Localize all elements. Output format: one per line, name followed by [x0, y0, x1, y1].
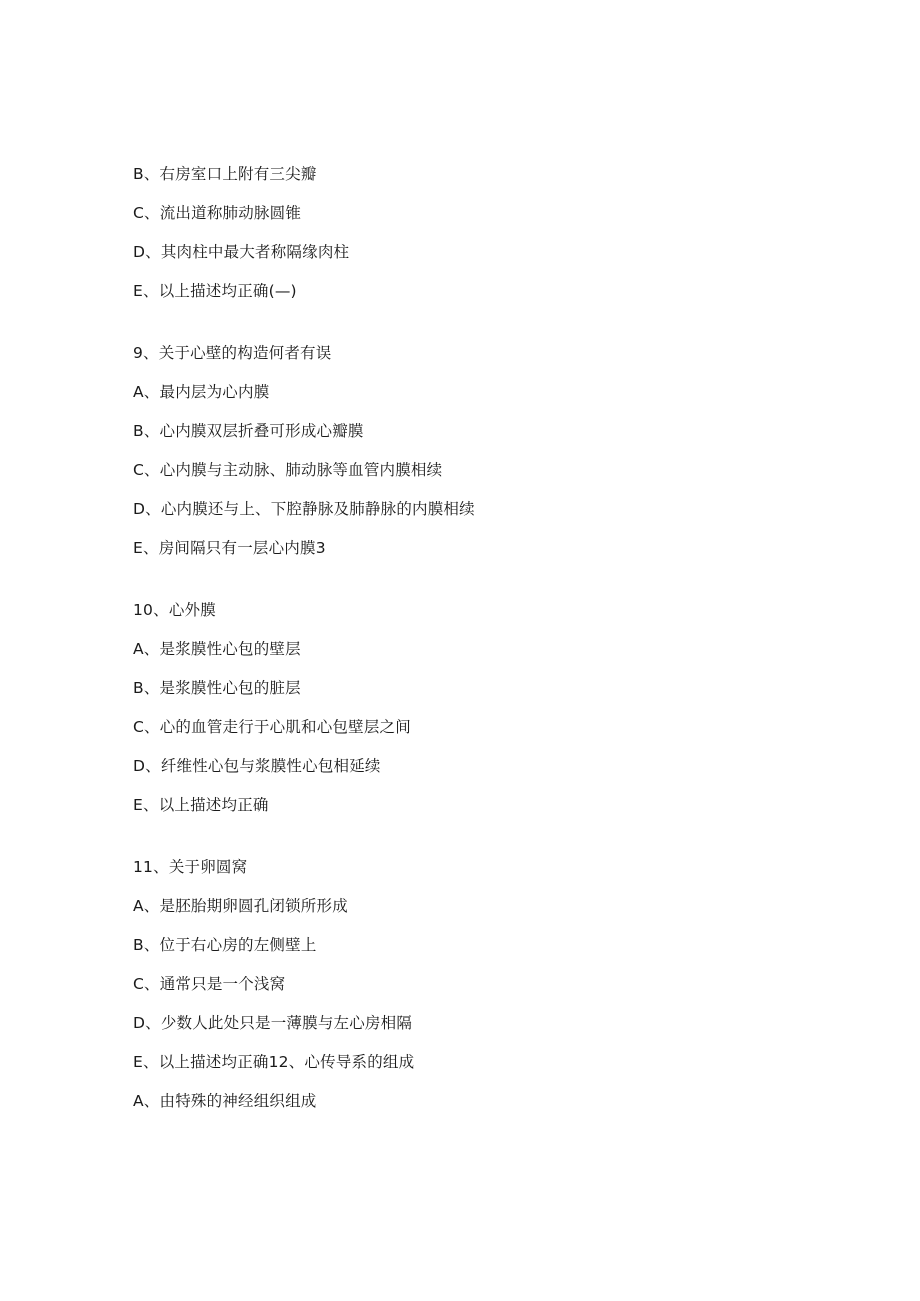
- option-e-q10: E、以上描述均正确: [133, 796, 269, 814]
- option-a-q11: A、是胚胎期卵圆孔闭锁所形成: [133, 897, 348, 915]
- question-9: 9、关于心壁的构造何者有误: [133, 344, 332, 362]
- option-b-q11: B、位于右心房的左侧壁上: [133, 936, 317, 954]
- option-e-q11-question-12: E、以上描述均正确12、心传导系的组成: [133, 1053, 415, 1071]
- question-10: 10、心外膜: [133, 601, 216, 619]
- option-c-q9: C、心内膜与主动脉、肺动脉等血管内膜相续: [133, 461, 443, 479]
- option-c-q10: C、心的血管走行于心肌和心包壁层之间: [133, 718, 411, 736]
- option-b-q9: B、心内膜双层折叠可形成心瓣膜: [133, 422, 364, 440]
- option-a-q12: A、由特殊的神经组织组成: [133, 1092, 317, 1110]
- option-c-q8: C、流出道称肺动脉圆锥: [133, 204, 302, 222]
- option-b-q10: B、是浆膜性心包的脏层: [133, 679, 301, 697]
- option-d-q8: D、其肉柱中最大者称隔缘肉柱: [133, 243, 350, 261]
- option-a-q9: A、最内层为心内膜: [133, 383, 270, 401]
- option-a-q10: A、是浆膜性心包的壁层: [133, 640, 301, 658]
- option-d-q9: D、心内膜还与上、下腔静脉及肺静脉的内膜相续: [133, 500, 475, 518]
- question-11: 11、关于卵圆窝: [133, 858, 248, 876]
- option-e-q8: E、以上描述均正确(—): [133, 282, 297, 300]
- option-d-q10: D、纤维性心包与浆膜性心包相延续: [133, 757, 381, 775]
- option-d-q11: D、少数人此处只是一薄膜与左心房相隔: [133, 1014, 413, 1032]
- option-e-q9: E、房间隔只有一层心内膜3: [133, 539, 326, 557]
- option-b-q8: B、右房室口上附有三尖瓣: [133, 165, 317, 183]
- option-c-q11: C、通常只是一个浅窝: [133, 975, 286, 993]
